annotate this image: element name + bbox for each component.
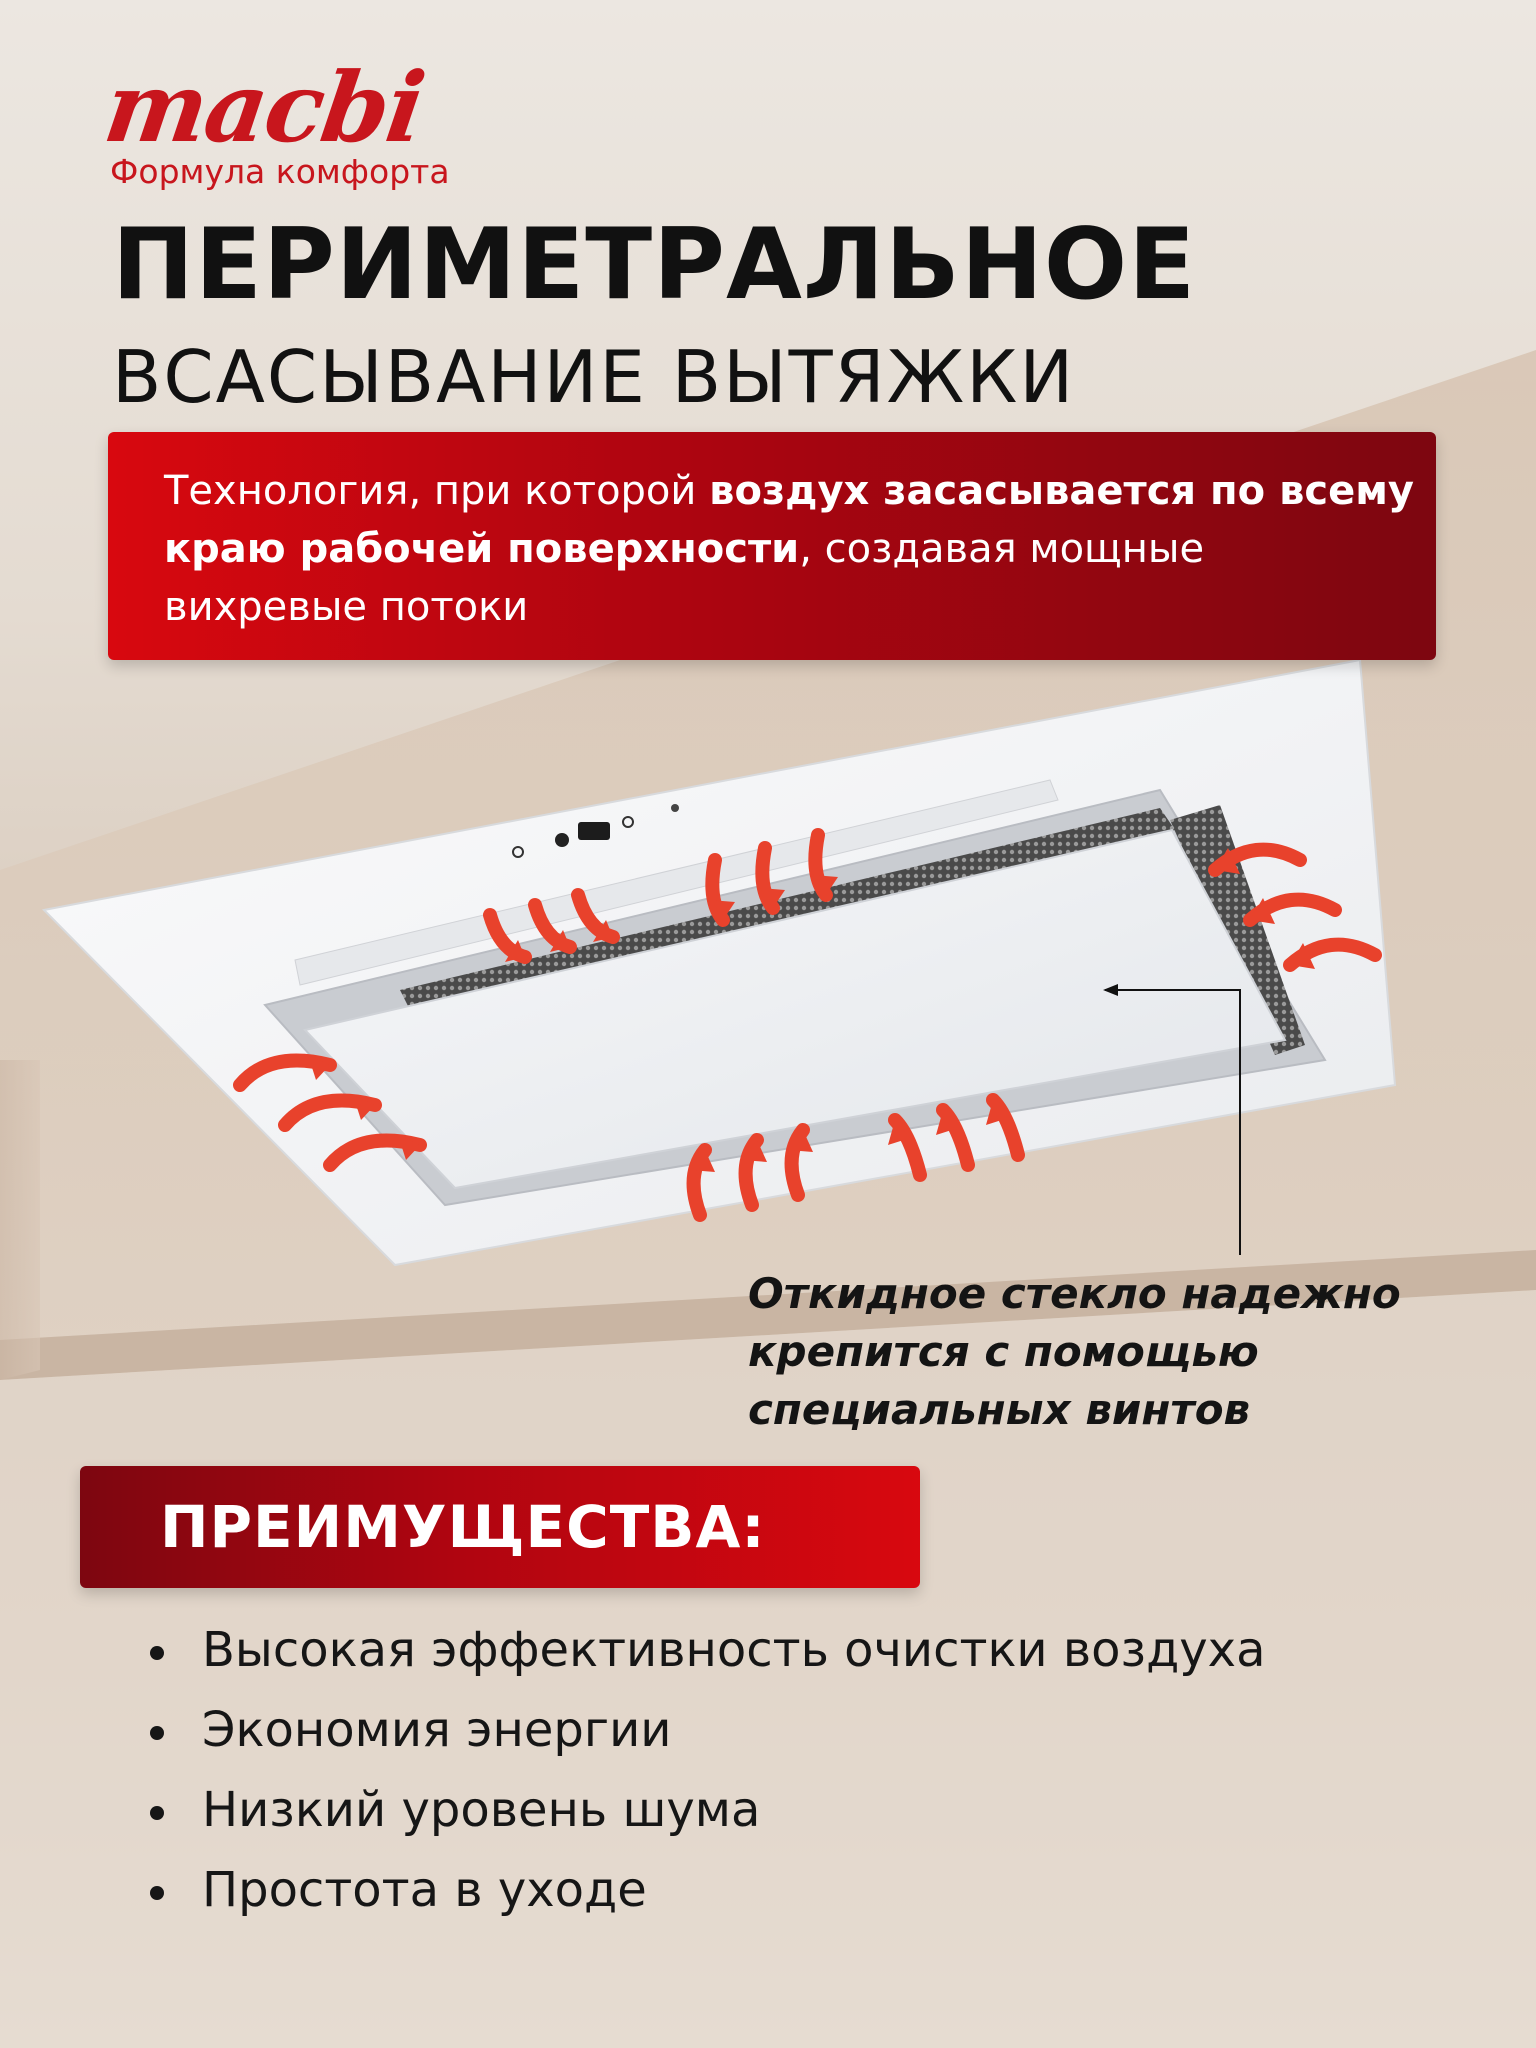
intro-highlight: воздух засасывается по всему краю рабочей поверхности: [164, 468, 1414, 572]
product-note: Откидное стекло надежно крепится с помощью специальных винтов: [748, 1269, 1401, 1434]
brand-tagline: Формула комфорта: [110, 152, 450, 191]
page-title-line-2: ВСАСЫВАНИЕ ВЫТЯЖКИ: [112, 335, 1076, 419]
advantage-item: Простота в уходе: [150, 1850, 1265, 1930]
intro-banner: [108, 432, 1436, 660]
intro-part-1: Технология, при которой: [164, 468, 710, 514]
page-title-line-1: ПЕРИМЕТРАЛЬНОЕ: [112, 208, 1197, 322]
brand-logo: [98, 51, 526, 191]
advantage-item: Экономия энергии: [150, 1690, 1265, 1770]
advantage-item: Высокая эффективность очистки воздуха: [150, 1610, 1265, 1690]
light-icon: [671, 804, 679, 812]
advantages-list: [150, 1610, 1265, 1930]
advantages-title: ПРЕИМУЩЕСТВА:: [160, 1493, 766, 1561]
display-icon: [578, 822, 610, 840]
intro-text: [164, 462, 1414, 636]
brand-wordmark: macbi: [98, 51, 430, 164]
intro-part-2: , создавая мощные вихревые потоки: [164, 526, 1205, 630]
advantages-banner: [80, 1466, 920, 1588]
advantage-item: Низкий уровень шума: [150, 1770, 1265, 1850]
